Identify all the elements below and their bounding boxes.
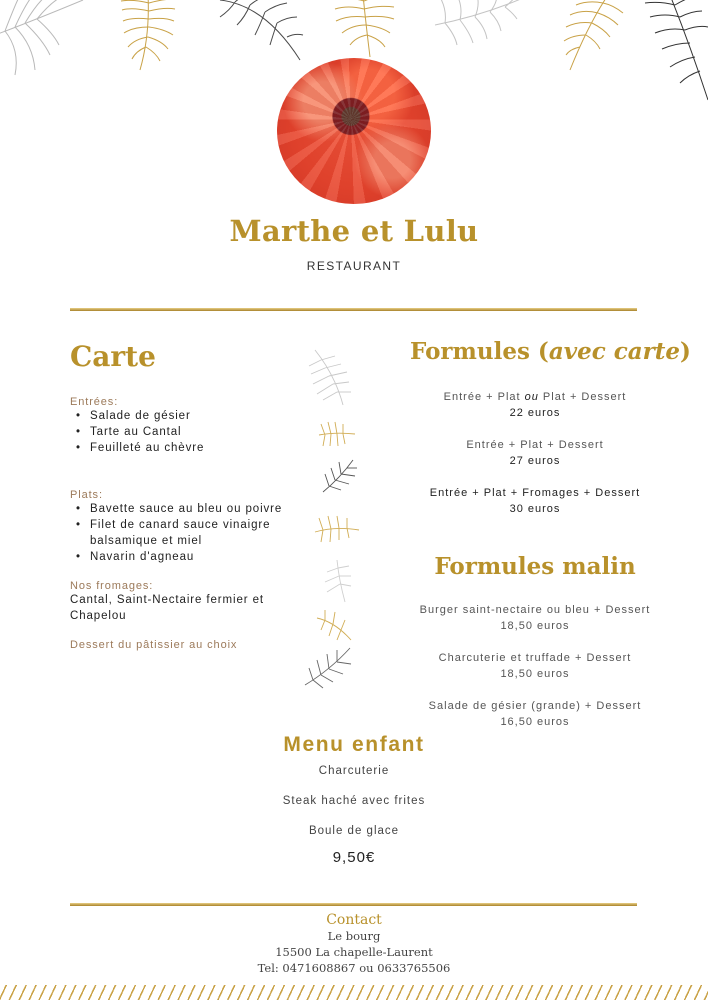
menu-enfant-heading: Menu enfant bbox=[283, 733, 425, 756]
leaf-icon-grey bbox=[425, 0, 535, 50]
plats-label: Plats: bbox=[70, 489, 103, 501]
divider-bottom bbox=[70, 903, 637, 906]
side-leaves-decoration bbox=[295, 340, 370, 700]
leaf-icon-gold bbox=[319, 422, 355, 446]
formules-section bbox=[410, 338, 691, 517]
menu-enfant-item: Boule de glace bbox=[308, 825, 400, 837]
list-item: • Tarte au Cantal bbox=[70, 424, 300, 440]
formule-price: 30 euros bbox=[509, 503, 561, 515]
leaf-icon-gold bbox=[317, 610, 351, 640]
leaf-icon-grey bbox=[325, 560, 351, 602]
formule-item: Burger saint-nectaire ou bleu + Dessert 18,50 euros bbox=[410, 602, 660, 634]
formule-item: Charcuterie et truffade + Dessert 18,50 euros bbox=[410, 650, 660, 682]
fromages-text: Cantal, Saint-Nectaire fermier et Chapelou bbox=[70, 594, 264, 622]
restaurant-name: Marthe et Lulu bbox=[229, 214, 479, 248]
list-item: • Feuilleté au chèvre bbox=[70, 440, 300, 456]
carte-heading: Carte bbox=[70, 340, 156, 373]
contact-address-line2: 15500 La chapelle-Laurent bbox=[275, 945, 433, 959]
entrees-label: Entrées: bbox=[70, 396, 119, 408]
menu-enfant-item: Steak haché avec frites bbox=[282, 795, 426, 807]
formule-price: 22 euros bbox=[509, 407, 561, 419]
menu-enfant-item: Charcuterie bbox=[318, 765, 390, 777]
leaf-icon-black bbox=[305, 648, 351, 688]
contact-section bbox=[0, 912, 708, 976]
entrees-list bbox=[70, 408, 300, 456]
restaurant-subtitle: RESTAURANT bbox=[306, 259, 402, 273]
leaf-icon-black bbox=[323, 460, 357, 492]
leaf-icon-gold bbox=[330, 0, 400, 60]
list-item: • Bavette sauce au bleu ou poivre bbox=[70, 501, 300, 517]
menu-enfant-section bbox=[0, 733, 708, 866]
formule-item: Entrée + Plat + Fromages + Dessert 30 euros bbox=[410, 485, 660, 517]
plats-list bbox=[70, 501, 300, 565]
contact-heading: Contact bbox=[326, 912, 382, 928]
formule-price: 27 euros bbox=[509, 455, 561, 467]
formule-item: Entrée + Plat ou Plat + Dessert 22 euros bbox=[410, 389, 660, 421]
list-item: • Salade de gésier bbox=[70, 408, 300, 424]
dessert-label: Dessert du pâtissier au choix bbox=[70, 639, 238, 651]
formules-malin-section bbox=[410, 553, 660, 730]
footer-stripes-decoration bbox=[0, 985, 708, 1000]
leaf-icon-gold bbox=[315, 516, 359, 542]
menu-enfant-price: 9,50€ bbox=[332, 849, 376, 866]
formule-price: 18,50 euros bbox=[500, 668, 570, 680]
leaf-icon-black bbox=[215, 0, 305, 65]
formule-item: Entrée + Plat + Dessert 27 euros bbox=[410, 437, 660, 469]
fromages-label: Nos fromages: bbox=[70, 580, 154, 592]
formules-malin-heading: Formules malin bbox=[434, 553, 636, 580]
leaf-icon-gold bbox=[118, 0, 178, 75]
carte-section bbox=[70, 340, 300, 651]
contact-address-line1: Le bourg bbox=[327, 929, 381, 943]
formule-price: 16,50 euros bbox=[500, 716, 570, 728]
leaf-icon-grey bbox=[309, 350, 351, 405]
leaf-icon-black bbox=[630, 0, 708, 105]
formules-heading: Formules (avec carte) bbox=[410, 338, 691, 365]
list-item: • Navarin d'agneau bbox=[70, 549, 300, 565]
list-item: • Filet de canard sauce vinaigre balsamique et miel bbox=[70, 517, 300, 549]
leaf-icon-gold bbox=[548, 0, 628, 75]
leaf-icon-grey bbox=[0, 0, 90, 80]
poppy-image bbox=[277, 58, 431, 204]
formule-item: Salade de gésier (grande) + Dessert 16,50 euros bbox=[410, 698, 660, 730]
divider-top bbox=[70, 308, 637, 311]
formule-price: 18,50 euros bbox=[500, 620, 570, 632]
contact-phone: Tel: 0471608867 ou 0633765506 bbox=[257, 961, 451, 975]
